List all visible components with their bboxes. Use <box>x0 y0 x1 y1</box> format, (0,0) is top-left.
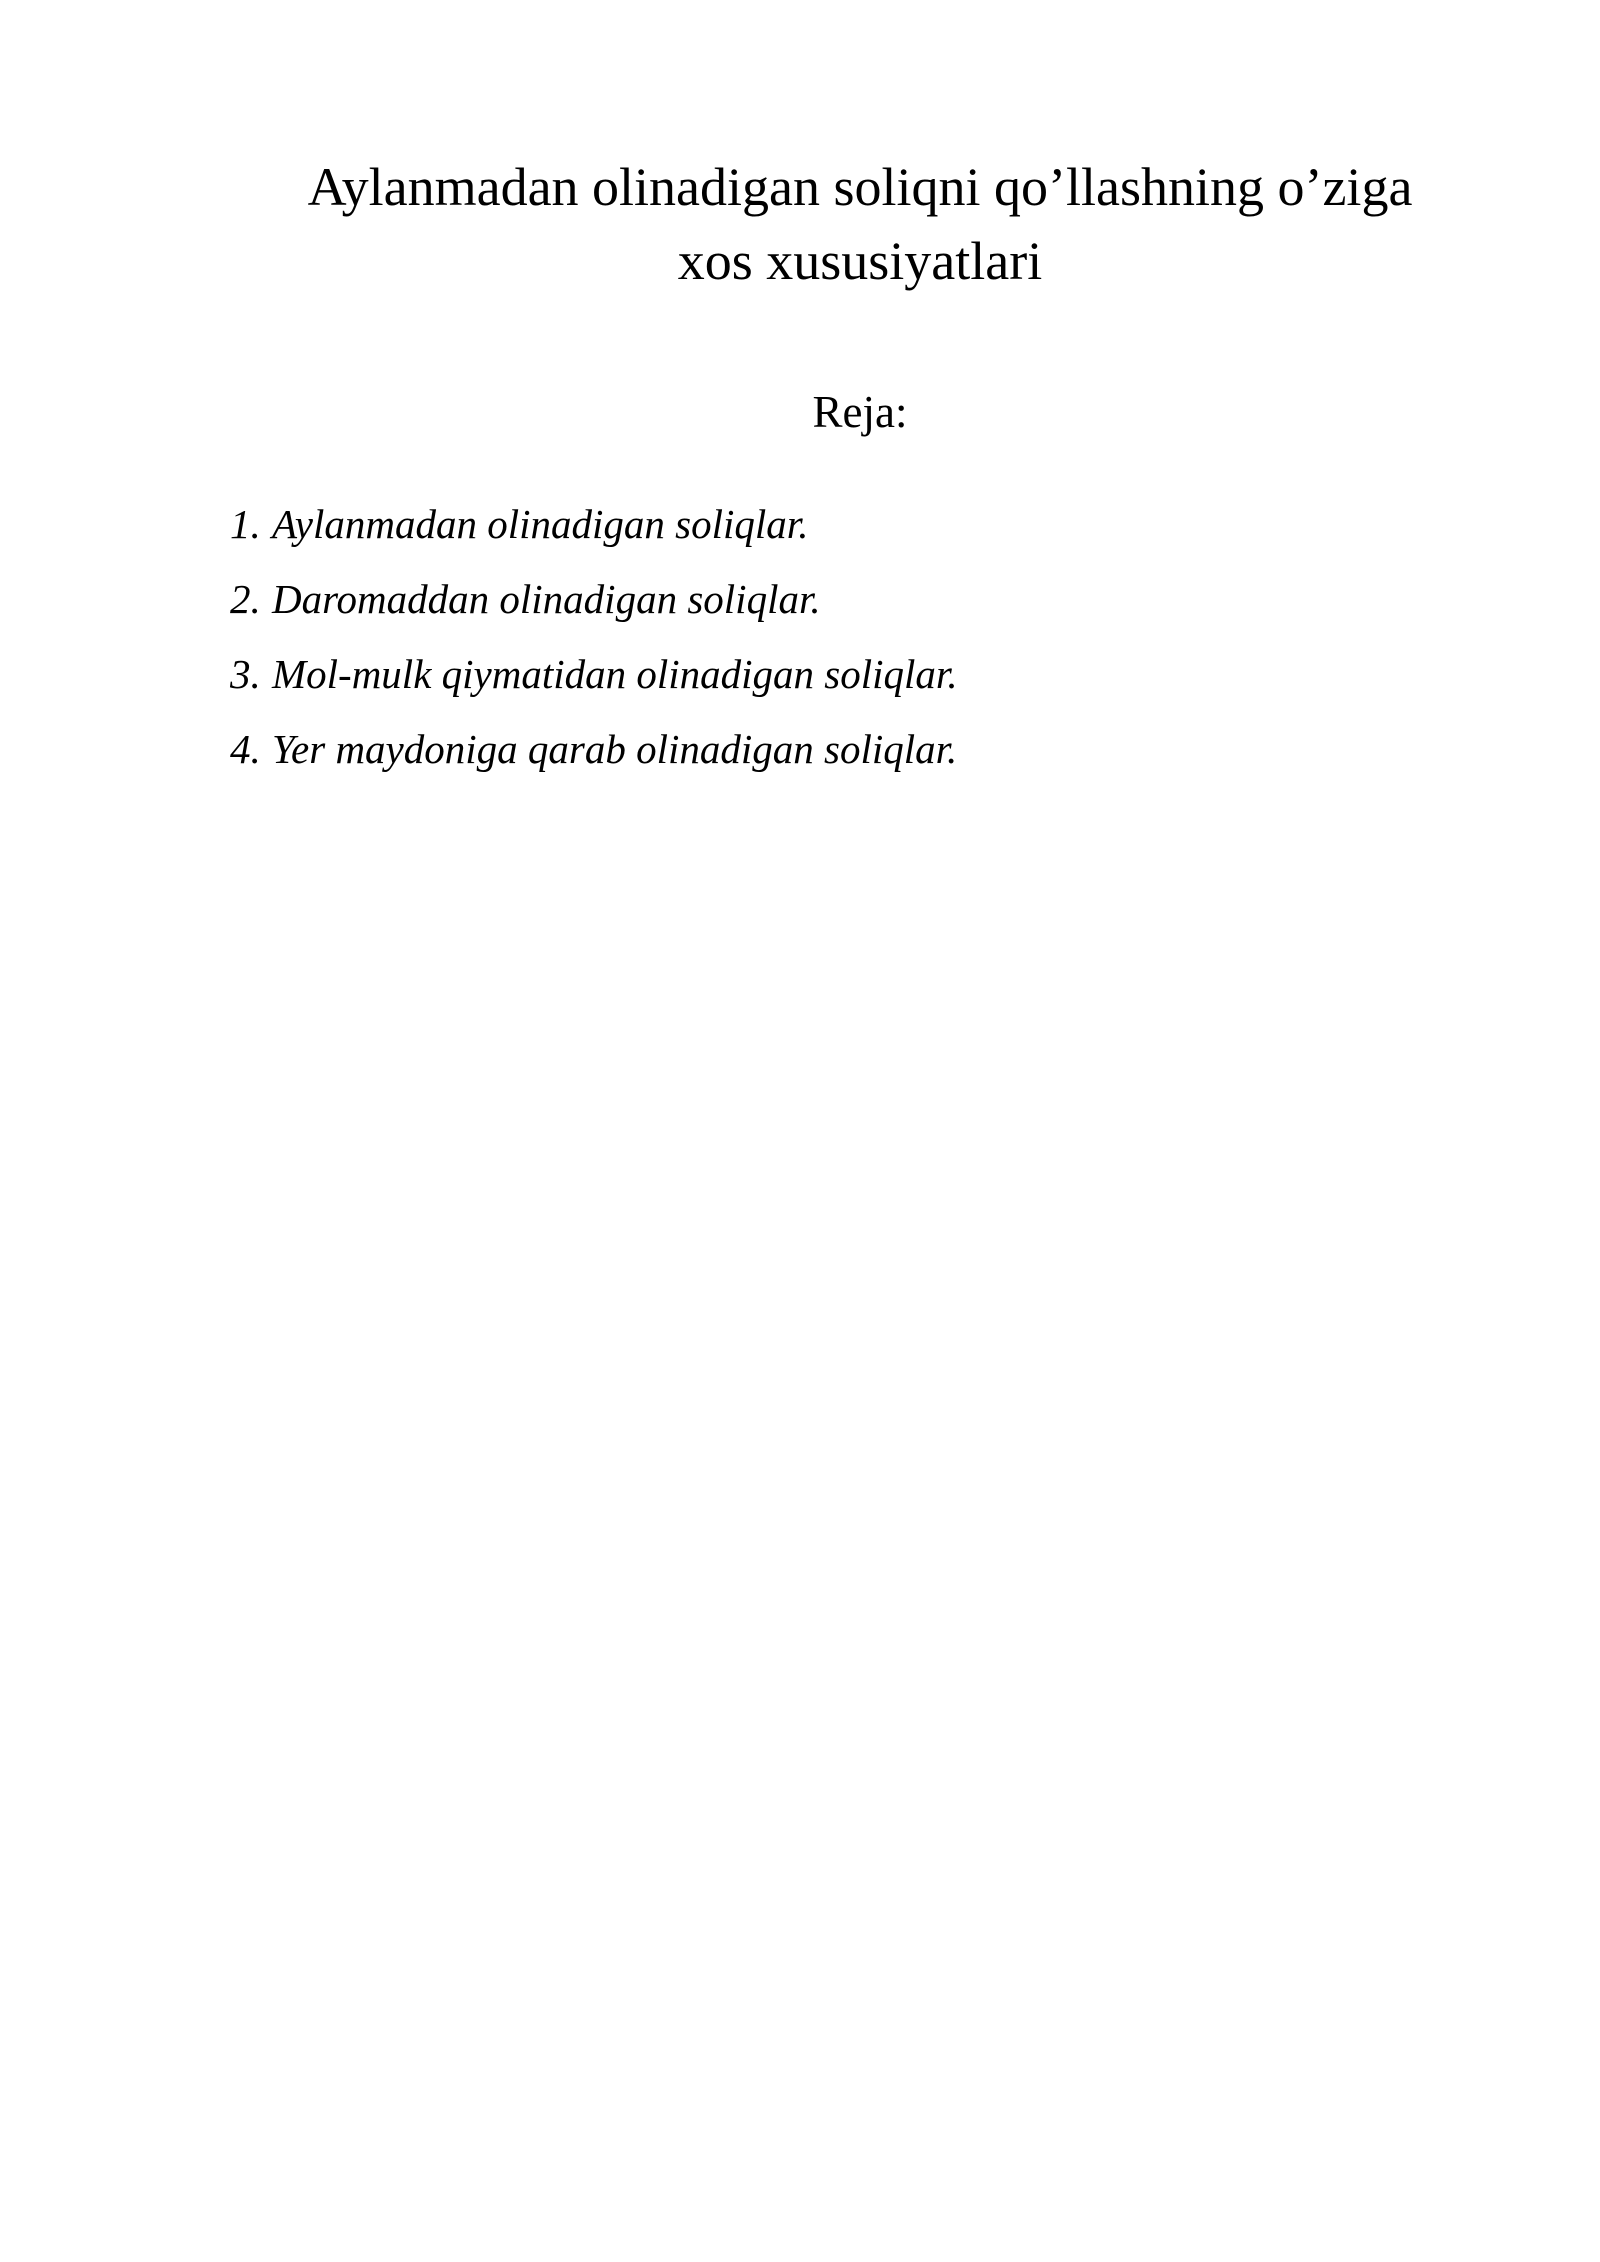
plan-item-number: 3. <box>230 651 261 697</box>
plan-item-1 <box>230 494 1330 569</box>
plan-item-3 <box>230 644 1330 719</box>
plan-item-text: Aylanmadan olinadigan soliqlar. <box>272 501 809 547</box>
title-line-1: Aylanmadan olinadigan soliqni qo’llashning o’ziga <box>307 157 1413 217</box>
plan-item-text: Daromaddan olinadigan soliqlar. <box>272 576 821 622</box>
plan-list <box>230 494 1330 794</box>
plan-item-2 <box>230 569 1330 644</box>
plan-item-text: Yer maydoniga qarab olinadigan soliqlar. <box>272 726 958 772</box>
document-title <box>240 150 1480 298</box>
plan-item-4 <box>230 719 1330 794</box>
plan-item-text: Mol-mulk qiymatidan olinadigan soliqlar. <box>272 651 958 697</box>
plan-item-number: 4. <box>230 726 261 772</box>
plan-heading: Reja: <box>812 387 908 437</box>
plan-item-number: 1. <box>230 501 261 547</box>
title-line-2: xos xususiyatlari <box>677 231 1043 291</box>
plan-item-number: 2. <box>230 576 261 622</box>
